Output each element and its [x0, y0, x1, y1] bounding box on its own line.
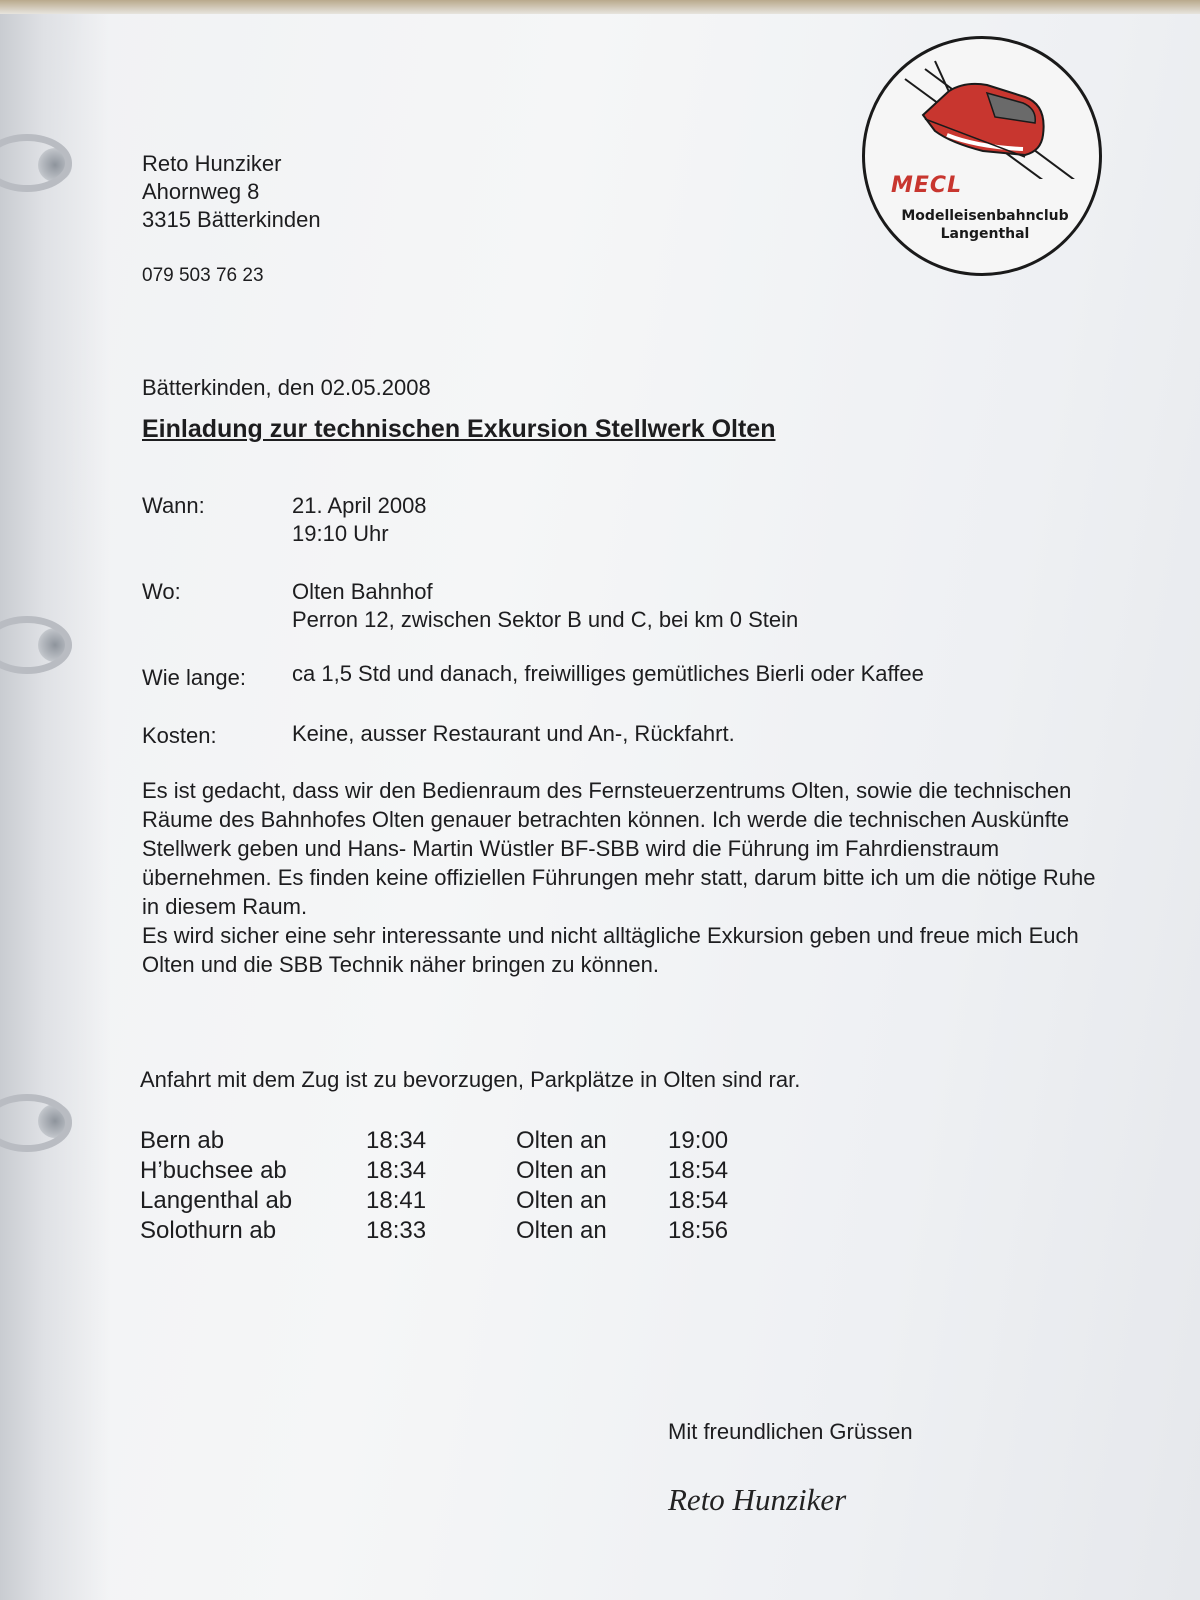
detail-label: Wo: [142, 579, 181, 604]
date-line: Bätterkinden, den 02.05.2008 [142, 375, 431, 400]
departure-time: 18:34 [366, 1127, 427, 1154]
departure-station: Solothurn ab [140, 1217, 277, 1244]
binder-ring [0, 1094, 72, 1152]
binder-ring [0, 616, 72, 674]
arrival-time: 18:56 [668, 1217, 729, 1244]
detail-label: Kosten: [142, 723, 217, 748]
sender-name: Reto Hunziker [142, 151, 282, 176]
train-icon [865, 39, 1099, 179]
arrival-time: 18:54 [668, 1157, 729, 1184]
body-paragraph: Es wird sicher eine sehr interessante und nicht alltägliche Exkursion geben und freue mich Euch Olten und die SBB Technik näher bringen zu können. [142, 923, 1079, 977]
logo-name-line2: Langenthal [940, 226, 1030, 242]
arrival-station: Olten an [516, 1217, 607, 1244]
detail-value: 19:10 Uhr [292, 521, 389, 546]
arrival-station: Olten an [516, 1157, 607, 1184]
arrival-time: 18:54 [668, 1187, 729, 1214]
detail-value: ca 1,5 Std und danach, freiwilliges gemütliches Bierli oder Kaffee [292, 661, 924, 686]
detail-value: 21. April 2008 [292, 493, 427, 518]
departure-time: 18:33 [366, 1217, 427, 1244]
detail-value: Olten Bahnhof [292, 579, 433, 604]
detail-label: Wie lange: [142, 665, 246, 690]
body-paragraph: Es ist gedacht, dass wir den Bedienraum des Fernsteuerzentrums Olten, sowie die technischen Räume des Bahnhofes Olten genauer betrachten können. Ich werde die technischen Auskünfte Stellwerk geben und Hans- Martin Wüstler BF-SBB wird die Führung im Fahrdienstraum übernehmen. Es finden keine offiziellen Führungen mehr statt, darum bitte ich um die nötige Ruhe in diesem Raum. [142, 778, 1096, 919]
detail-label: Wann: [142, 493, 205, 518]
sender-phone: 079 503 76 23 [142, 265, 264, 286]
travel-note: Anfahrt mit dem Zug ist zu bevorzugen, Parkplätze in Olten sind rar. [140, 1067, 801, 1092]
letter-title: Einladung zur technischen Exkursion Stellwerk Olten [142, 415, 776, 443]
logo-abbr: MECL [891, 173, 963, 198]
departure-station: Bern ab [140, 1127, 225, 1154]
departure-station: Langenthal ab [140, 1187, 293, 1214]
signature: Reto Hunziker [668, 1482, 847, 1517]
binder-ring [0, 134, 72, 192]
detail-value: Perron 12, zwischen Sektor B und C, bei km 0 Stein [292, 607, 799, 632]
arrival-time: 19:00 [668, 1127, 729, 1154]
sender-city: 3315 Bätterkinden [142, 207, 321, 232]
departure-time: 18:41 [366, 1187, 427, 1214]
closing-line: Mit freundlichen Grüssen [668, 1419, 913, 1444]
sender-street: Ahornweg 8 [142, 179, 260, 204]
detail-value: Keine, ausser Restaurant und An-, Rückfahrt. [292, 721, 735, 746]
logo-name-line1: Modelleisenbahnclub [901, 208, 1069, 224]
logo-club-name [865, 207, 1105, 243]
club-logo [862, 36, 1102, 276]
arrival-station: Olten an [516, 1187, 607, 1214]
departure-station: H’buchsee ab [140, 1157, 287, 1184]
arrival-station: Olten an [516, 1127, 607, 1154]
departure-time: 18:34 [366, 1157, 427, 1184]
